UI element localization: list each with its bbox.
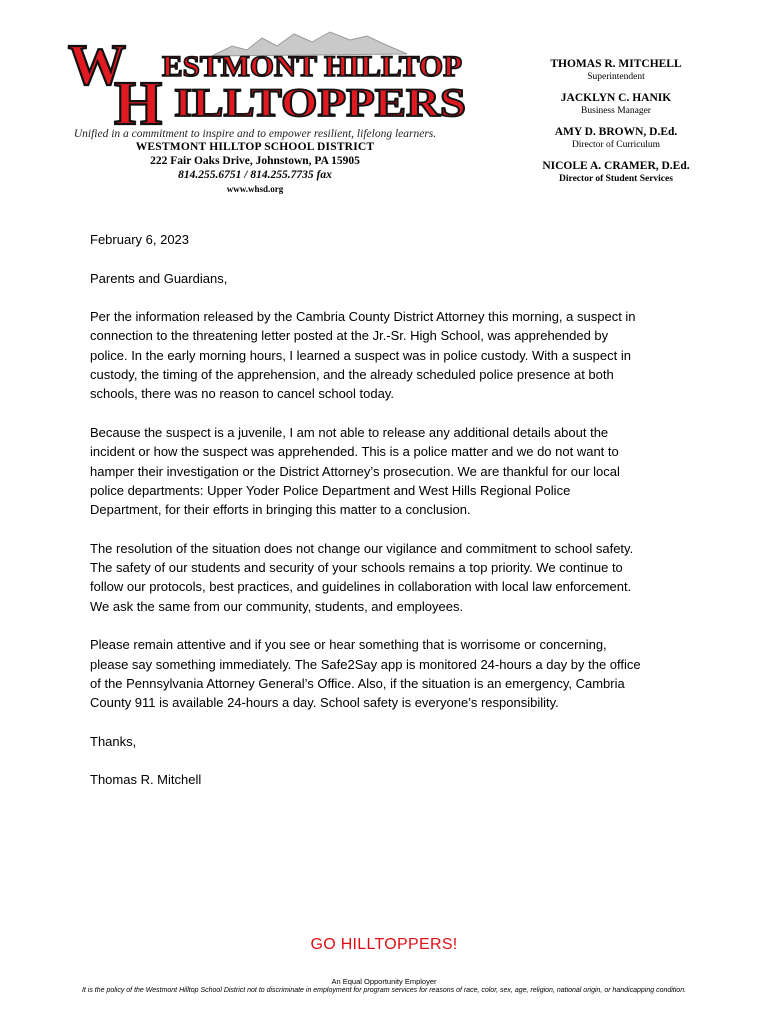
- staff-name: THOMAS R. MITCHELL: [550, 58, 682, 70]
- footer-policy: It is the policy of the Westmont Hilltop School District not to discriminate in employment for program services for reasons of race, color, sex, age, religion, national origin, or handicapping condition.: [81, 987, 687, 994]
- letter-paragraph: Per the information released by the Cambria County District Attorney this morning, a suspect in connection to the threatening letter posted at the Jr.-Sr. High School, was apprehended by police. In the early morning hours, I learned a suspect was in police custody. With a suspect in custody, the timing of the apprehension, and the already scheduled police presence at both schools, there was no reason to cancel school today.: [90, 309, 636, 402]
- staff-title: Director of Student Services: [559, 174, 673, 184]
- letter-salutation: Parents and Guardians,: [90, 270, 228, 286]
- logo-w-letter: W: [68, 32, 126, 97]
- logo-line-hilltoppers: ILLTOPPERS: [174, 80, 466, 125]
- logo-h-letter: H: [114, 70, 163, 130]
- district-tagline: Unified in a commitment to inspire and to empower resilient, lifelong learners.: [73, 128, 437, 140]
- letter-paragraph: Because the suspect is a juvenile, I am not able to release any additional details about the incident or how the suspect was apprehended. This is a police matter and we do not want to hamper their investigation or the District Attorney’s prosecution. We are thankful for our local police departments: Upper Yoder Police Department and West Hills Regional Police Department, for their efforts in bringing this matter to a conclusion.: [90, 424, 620, 518]
- staff-directory: [516, 58, 716, 194]
- letter-body: [90, 230, 690, 809]
- staff-name: AMY D. BROWN, D.Ed.: [554, 126, 678, 138]
- letter-closing: Thanks,: [90, 733, 137, 749]
- staff-name: NICOLE A. CRAMER, D.Ed.: [542, 160, 690, 172]
- staff-title: Business Manager: [581, 106, 651, 116]
- staff-name: JACKLYN C. HANIK: [560, 92, 672, 104]
- logo-line-westmont: ESTMONT HILLTOP: [162, 50, 462, 83]
- letter-paragraph: Please remain attentive and if you see or hear something that is worrisome or concerning, please say something immediately. The Safe2Say app is monitored 24-hours a day by the office of the Pennsylvania Attorney General’s Office. Also, if the situation is an emergency, Cambria County 911 is available 24-hours a day. School safety is everyone’s responsibility.: [90, 637, 641, 711]
- staff-title: Superintendent: [587, 72, 645, 82]
- staff-entry: [516, 126, 716, 151]
- district-logo: [62, 26, 476, 130]
- district-phone: 814.255.6751 / 814.255.7735 fax: [178, 169, 332, 181]
- staff-title: Director of Curriculum: [571, 140, 661, 150]
- staff-entry: [516, 92, 716, 117]
- letter-paragraph: The resolution of the situation does not change our vigilance and commitment to school safety. The safety of our students and security of your schools remains a top priority. We continue to follow our protocols, best practices, and guidelines in collaboration with local law enforcement. We ask the same from our community, students, and employees.: [90, 540, 634, 614]
- district-address: 222 Fair Oaks Drive, Johnstown, PA 15905: [150, 155, 360, 167]
- district-website[interactable]: www.whsd.org: [226, 184, 284, 194]
- footer-eoe: An Equal Opportunity Employer: [331, 977, 437, 986]
- letter-date: February 6, 2023: [90, 232, 190, 247]
- staff-entry: [516, 160, 716, 185]
- staff-entry: [516, 58, 716, 83]
- district-name: WESTMONT HILLTOP SCHOOL DISTRICT: [135, 141, 375, 153]
- letter-signature: Thomas R. Mitchell: [90, 772, 202, 788]
- footer-motto: GO HILLTOPPERS!: [310, 936, 458, 953]
